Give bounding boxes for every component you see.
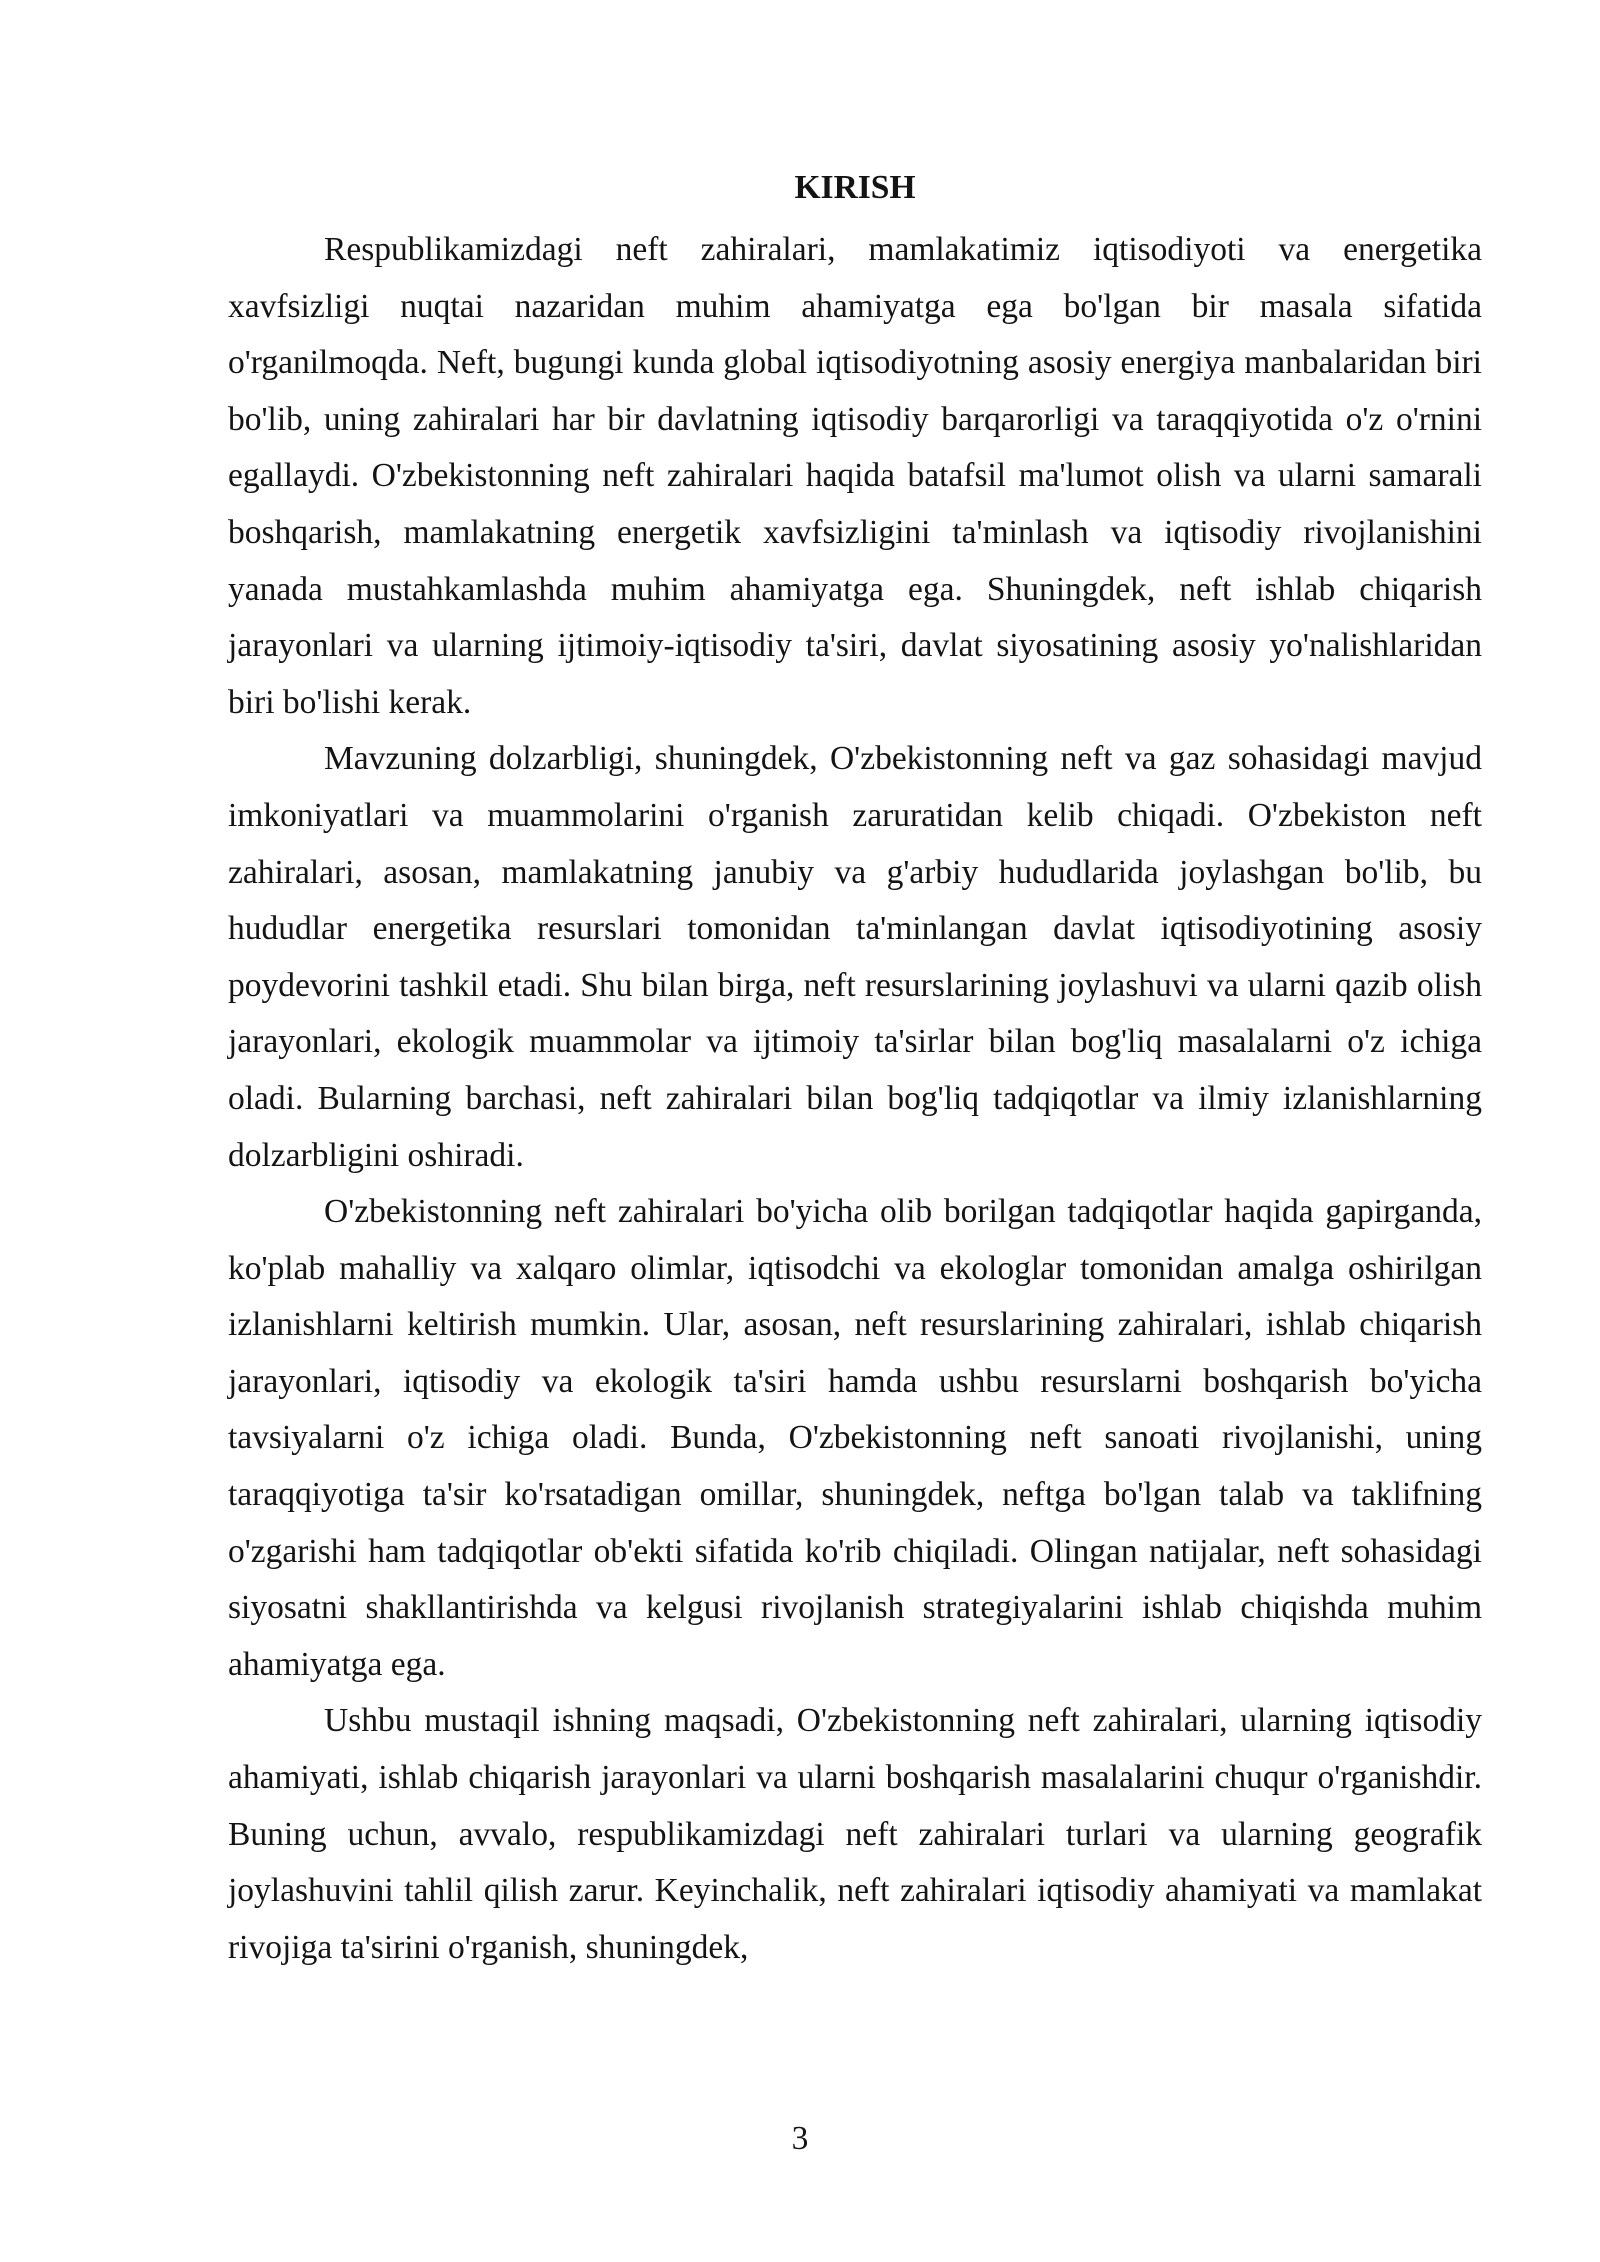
- page-number: 3: [791, 2120, 809, 2157]
- section-title: KIRISH: [794, 169, 916, 206]
- paragraph-intro: Respublikamizdagi neft zahiralari, mamlakatimiz iqtisodiyoti va energetika xavfsizligi nuqtai nazaridan muhim ahamiyatga ega bo'lgan bir masala sifatida o'rganilmoqda. Neft, bugungi kunda global iqtisodiyotning asosiy energiya manbalaridan biri bo'lib, uning zahiralari har bir davlatning iqtisodiy barqarorligi va taraqqiyotida o'z o'rnini egallaydi. O'zbekistonning neft zahiralari haqida batafsil ma'lumot olish va ularni samarali boshqarish, mamlakatning energetik xavfsizligini ta'minlash va iqtisodiy rivojlanishini yanada mustahkamlashda muhim ahamiyatga ega. Shuningdek, neft ishlab chiqarish jarayonlari va ularning ijtimoiy-iqtisodiy ta'siri, davlat siyosatining asosiy yo'nalishlaridan biri bo'lishi kerak.: [228, 231, 1482, 721]
- paragraph-research: O'zbekistonning neft zahiralari bo'yicha olib borilgan tadqiqotlar haqida gapirganda, ko'plab mahalliy va xalqaro olimlar, iqtisodchi va ekologlar tomonidan amalga oshirilgan izlanishlarni keltirish mumkin. Ular, asosan, neft resurslarining zahiralari, ishlab chiqarish jarayonlari, iqtisodiy va ekologik ta'siri hamda ushbu resurslarni boshqarish bo'yicha tavsiyalarni o'z ichiga oladi. Bunda, O'zbekistonning neft sanoati rivojlanishi, uning taraqqiyotiga ta'sir ko'rsatadigan omillar, shuningdek, neftga bo'lgan talab va taklifning o'zgarishi ham tadqiqotlar ob'ekti sifatida ko'rib chiqiladi. Olingan natijalar, neft sohasidagi siyosatni shakllantirishda va kelgusi rivojlanish strategiyalarini ishlab chiqishda muhim ahamiyatga ega.: [228, 1193, 1482, 1683]
- page-body: [228, 160, 1482, 1976]
- paragraph-relevance: Mavzuning dolzarbligi, shuningdek, O'zbekistonning neft va gaz sohasidagi mavjud imkoniyatlari va muammolarini o'rganish zaruratidan kelib chiqadi. O'zbekiston neft zahiralari, asosan, mamlakatning janubiy va g'arbiy hududlarida joylashgan bo'lib, bu hududlar energetika resurslari tomonidan ta'minlangan davlat iqtisodiyotining asosiy poydevorini tashkil etadi. Shu bilan birga, neft resurslarining joylashuvi va ularni qazib olish jarayonlari, ekologik muammolar va ijtimoiy ta'sirlar bilan bog'liq masalalarni o'z ichiga oladi. Bularning barchasi, neft zahiralari bilan bog'liq tadqiqotlar va ilmiy izlanishlarning dolzarbligini oshiradi.: [228, 740, 1482, 1174]
- paragraph-goal: Ushbu mustaqil ishning maqsadi, O'zbekistonning neft zahiralari, ularning iqtisodiy ahamiyati, ishlab chiqarish jarayonlari va ularni boshqarish masalalarini chuqur o'rganishdir. Buning uchun, avvalo, respublikamizdagi neft zahiralari turlari va ularning geografik joylashuvini tahlil qilish zarur. Keyinchalik, neft zahiralari iqtisodiy ahamiyati va mamlakat rivojiga ta'sirini o'rganish, shuningdek,: [228, 1702, 1482, 1966]
